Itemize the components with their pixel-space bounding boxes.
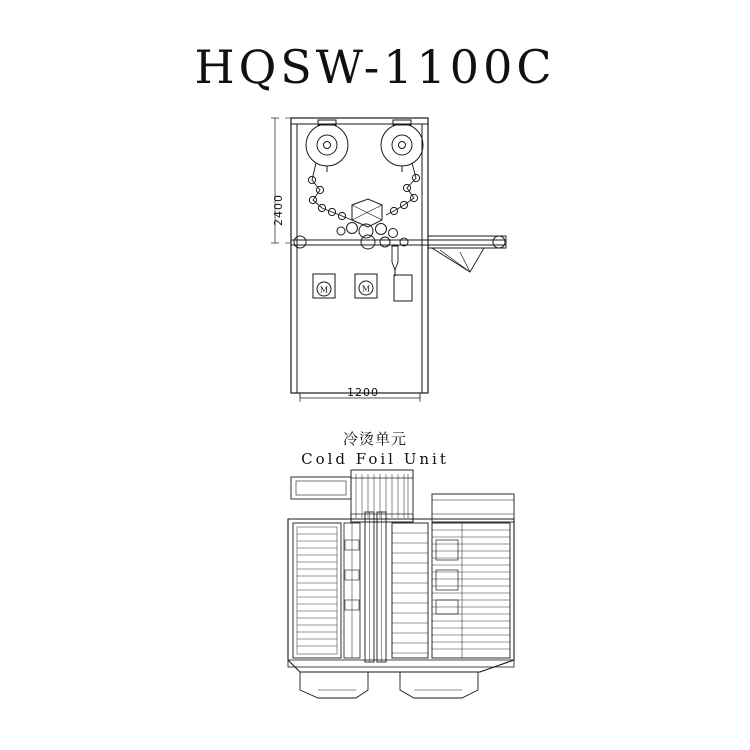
dimension-width-1200: 1200: [347, 386, 379, 399]
page-title: HQSW-1100C: [194, 40, 556, 94]
caption-english: Cold Foil Unit: [301, 450, 449, 468]
caption-chinese: 冷烫单元: [342, 430, 407, 448]
svg-text:M: M: [319, 285, 329, 295]
svg-text:M: M: [361, 284, 371, 294]
dimension-height-2400: 2400: [272, 194, 285, 226]
